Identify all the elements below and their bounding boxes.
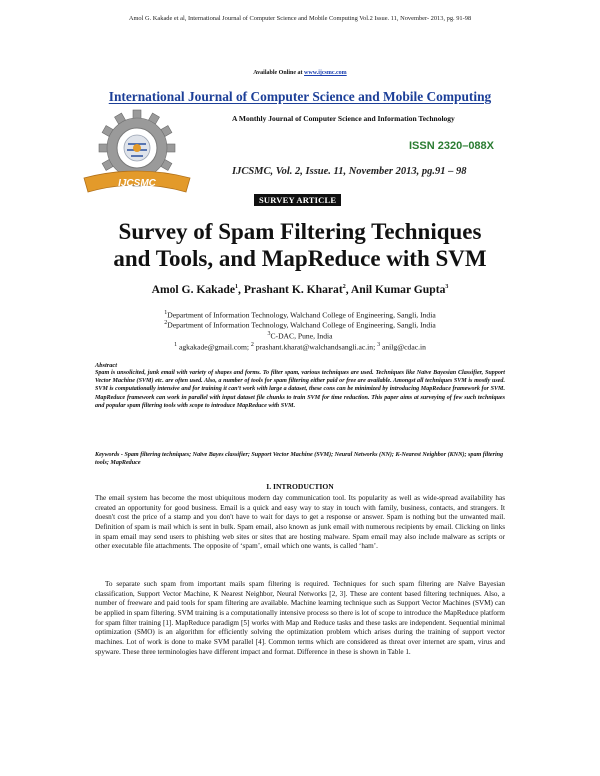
journal-title[interactable]: International Journal of Computer Science and Mobile Computing [108,89,492,104]
available-prefix: Available Online at [253,70,305,76]
author-name: Anil Kumar Gupta [350,283,446,296]
body-paragraph: To separate such spam from important mails spam filtering is required. Techniques for such spam filtering are Naïve Bayesian classification, Support Vector Machine, K Nearest Neighbor, Neural Networks [2, 3]. These are content based filtering techniques. Also, a number of freeware and paid tools for spam filtering are available. Machine learning technique such as Support Vector Machines (SVM) can be applied in spam filtering. SVM training is a computationally intensive process so there is lot of scope to introduce the MapReduce platform for spam filter training [1]. MapReduce paradigm [5] works with Map and Reduce tasks and these tasks are independent. Sequential minimal optimization (SMO) is an algorithm for efficiently solving the optimization problem which arises during the training of support vector machines. Lot of work is done to make SVM parallel [4]. Common terms which are considered as threat over internet are spam, virus and spyware. These three terminologies have different impact and format. Difference in these is shown in Table 1. [95,580,505,656]
section-heading: I. INTRODUCTION [266,482,334,491]
running-head: Amol G. Kakade et al, International Journal of Computer Science and Mobile Computing Vol.2 Issue. 11, November- 2013, pg. 91-98 [128,15,472,22]
author-name: Prashant K. Kharat [243,283,343,296]
paper-title-line-1: Survey of Spam Filtering Techniques [118,219,482,244]
affiliation-text: C-DAC, Pune, India [270,331,333,341]
body-paragraph: The email system has become the most ubiquitous modern day communication tool. Its popularity as well as wide-spread availability has created an opportunity for good business. Email is a quick and easy way to stay in touch with family, business, contacts, and strangers. It doesn't cost the price of a stamp and you don't have to wait for days to get a response or answer. Spam is nothing but the unwanted mail. Definition of spam is mail which is sent in bulk. Spam email, also known as junk email with numerous recipients by email. Clicking on links in spam email may send users to phishing web sites or sites that are hosting malware. Spam email may also include malware as scripts or other executable file attachments. The opposite of ‘spam’, email which one wants, is called ‘ham’. [95,494,505,551]
author-separator: , [238,283,244,296]
author-name: Amol G. Kakade [151,283,236,296]
email-sup: 1 [174,342,178,348]
affiliation-sup: 2 [164,320,168,326]
affiliation-sup: 3 [267,331,271,337]
paper-title-line-2: and Tools, and MapReduce with SVM [113,246,487,271]
author-emails [0,340,600,353]
author-sup: 1 [235,284,239,291]
author-separator: , [345,283,351,296]
author-email[interactable]: prashant.kharat@walchandsangli.ac.in; [253,342,378,352]
article-type-badge: SURVEY ARTICLE [254,194,341,206]
email-sup: 3 [377,342,381,348]
available-online [0,70,600,76]
issn: ISSN 2320–088X [409,140,495,152]
author-sup: 2 [342,284,346,291]
author-email[interactable]: anilg@cdac.in [380,342,426,352]
gear-logo-icon [78,106,196,198]
author-email[interactable]: agkakade@gmail.com; [177,342,251,352]
author-list [0,283,600,296]
volume-line: IJCSMC, Vol. 2, Issue. 11, November 2013, pg.91 – 98 [232,166,467,177]
paper-title [0,218,600,272]
abstract-text: Spam is unsolicited, junk email with variety of shapes and forms. To filter spam, various techniques are used. Techniques like Naïve Bayesian Classifier, Support Vector Machine (SVM) etc. are often used. Also, a number of tools for spam filtering either paid or free are available. Amongst all techniques SVM is mostly used. SVM is computationally intensive and for training it can’t work with large a dataset, these cons can be minimized by introducing MapReduce framework for SVM. MapReduce framework can work in parallel with input dataset file chunks to train SVM for time reduction. This paper aims at surveying of few such techniques and popular spam filtering tools with scope to introduce MapReduce with SVM. [95,370,505,409]
journal-subtitle: A Monthly Journal of Computer Science and Information Technology [232,114,455,123]
email-sup: 2 [250,342,254,348]
logo-text: IJCSMC [118,178,156,189]
affiliation-text: Department of Information Technology, Walchand College of Engineering, Sangli, India [167,310,436,320]
journal-logo [78,106,196,198]
keywords: Keywords - Spam filtering techniques; Naïve Bayes classifier; Support Vector Machine (SVM); Neural Networks (NN); K-Nearest Neighbor (KNN); spam filtering tools; MapReduce [95,452,504,467]
affiliation-text: Department of Information Technology, Walchand College of Engineering, Sangli, India [167,320,436,330]
journal-website-link[interactable]: www.ijcsmc.com [304,70,347,76]
abstract-heading: Abstract [95,362,118,369]
affiliation-sup: 1 [164,310,168,316]
author-sup: 3 [445,284,449,291]
